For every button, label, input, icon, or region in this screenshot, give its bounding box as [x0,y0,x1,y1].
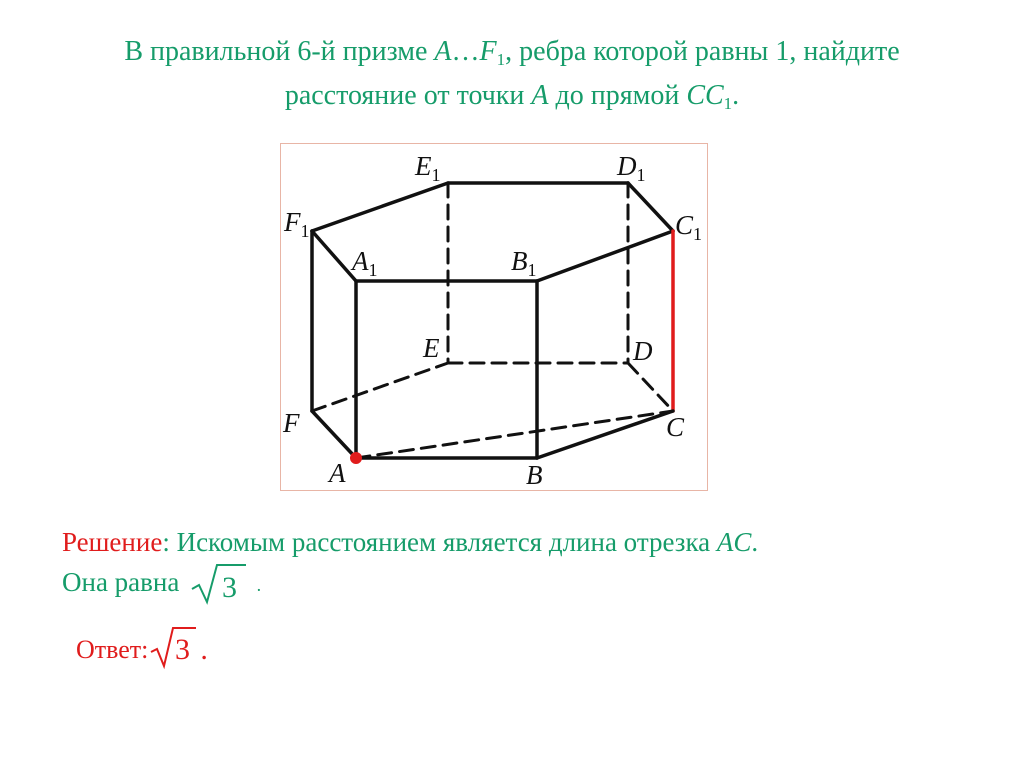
problem-var: CC [686,80,724,111]
label-b1: $B_1$ [511,246,537,280]
edge-d1-c1 [628,183,673,231]
problem-text: до прямой [548,80,687,111]
label-c: C [666,412,685,442]
segment-a-c [356,411,673,458]
label-b: B [526,460,543,490]
problem-dots: … [451,36,480,67]
problem-text: , ребра которой равны 1, найдите [505,36,900,67]
edge-c1-b1 [537,231,673,281]
solution-dot: . [751,527,759,557]
edge-d-c [628,363,673,411]
problem-subscript: 1 [723,94,733,113]
problem-var: F [479,36,497,67]
edge-f-e [312,363,448,411]
solution-label: Решение [62,527,163,557]
solution-var: AC [716,527,752,557]
solution-text: Искомым расстоянием является длина отрезка [169,527,717,557]
label-a1: $A_1$ [352,246,378,280]
problem-var: A [434,36,452,67]
label-e1: $E_1$ [415,151,441,185]
problem-text: . [732,80,740,111]
problem-text: В правильной 6-й призме [124,36,435,67]
edge-f-a [312,411,356,458]
point-a-marker [350,452,362,464]
svg-text:3: 3 [222,570,238,604]
svg-text:3: 3 [175,633,191,666]
label-f: F [283,408,300,438]
edge-a1-f1 [312,231,356,281]
sqrt-symbol [190,565,248,605]
problem-var: A [531,80,549,111]
sqrt-symbol [150,628,198,672]
label-f1: $F_1$ [284,207,310,241]
answer-block [76,628,208,672]
answer-label: Ответ: [76,635,149,664]
label-e: E [423,333,440,363]
label-a: A [329,458,346,488]
label-d1: $D_1$ [617,151,646,185]
solution-block [62,522,1002,605]
problem-subscript: 1 [496,50,506,69]
solution-end: . [252,575,262,595]
label-c1: $C_1$ [675,210,703,244]
edge-f1-e1 [312,183,448,231]
label-d: D [633,336,653,366]
solution-line-1 [62,522,1002,562]
problem-text: расстояние от точки [284,80,532,111]
answer-end: . [200,633,208,666]
edge-b-c [537,411,673,458]
solution-text: Она равна [62,567,187,597]
solution-colon: : [162,527,170,557]
solution-line-2 [62,562,1002,605]
